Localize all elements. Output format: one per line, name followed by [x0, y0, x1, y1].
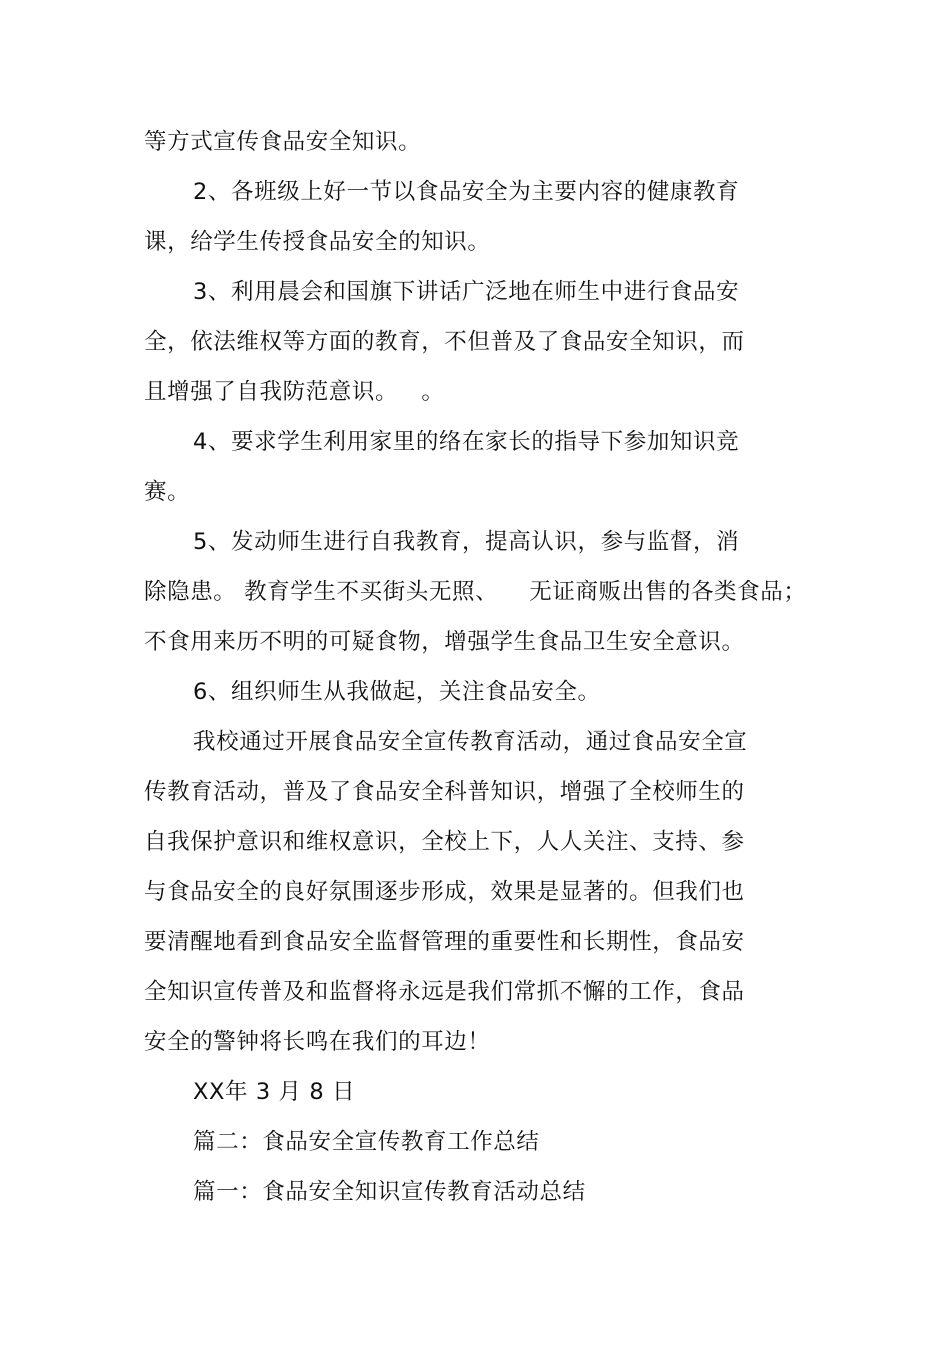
related-article-1: 篇一：食品安全知识宣传教育活动总结	[193, 1179, 586, 1205]
text-line-3: 课，给学生传授食品安全的知识。	[144, 229, 491, 255]
text-line-16: 与食品安全的良好氛围逐步形成，效果是显著的。但我们也	[144, 879, 745, 905]
text-line-5: 全，依法维权等方面的教育，不但普及了食品安全知识，而	[144, 329, 745, 355]
text-line-14: 传教育活动，普及了食品安全科普知识，增强了全校师生的	[144, 779, 745, 805]
related-article-2: 篇二：食品安全宣传教育工作总结	[193, 1129, 540, 1155]
text-line-6: 且增强了自我防范意识。 。	[144, 379, 445, 405]
text-line-10: 除隐患。 教育学生不买街头无照、 无证商贩出售的各类食品；	[144, 579, 807, 605]
text-line-8: 赛。	[144, 479, 191, 505]
text-line-13: 我校通过开展食品安全宣传教育活动，通过食品安全宣	[193, 729, 748, 755]
text-line-18: 全知识宣传普及和监督将永远是我们常抓不懈的工作，食品	[144, 979, 745, 1005]
text-line-9: 5、发动师生进行自我教育，提高认识，参与监督，消	[193, 529, 740, 555]
text-line-4: 3、利用晨会和国旗下讲话广泛地在师生中进行食品安	[193, 279, 740, 305]
date-line: XX年 3 月 8 日	[193, 1079, 356, 1105]
text-line-11: 不食用来历不明的可疑食物，增强学生食品卫生安全意识。	[144, 629, 745, 655]
text-line-17: 要清醒地看到食品安全监督管理的重要性和长期性，食品安	[144, 929, 745, 955]
text-line-1: 等方式宣传食品安全知识。	[144, 129, 422, 155]
text-line-7: 4、要求学生利用家里的络在家长的指导下参加知识竞	[193, 429, 740, 455]
text-line-12: 6、组织师生从我做起，关注食品安全。	[193, 679, 601, 705]
text-line-2: 2、各班级上好一节以食品安全为主要内容的健康教育	[193, 179, 740, 205]
text-line-15: 自我保护意识和维权意识，全校上下，人人关注、支持、参	[144, 829, 745, 855]
text-line-19: 安全的警钟将长鸣在我们的耳边！	[144, 1029, 491, 1055]
